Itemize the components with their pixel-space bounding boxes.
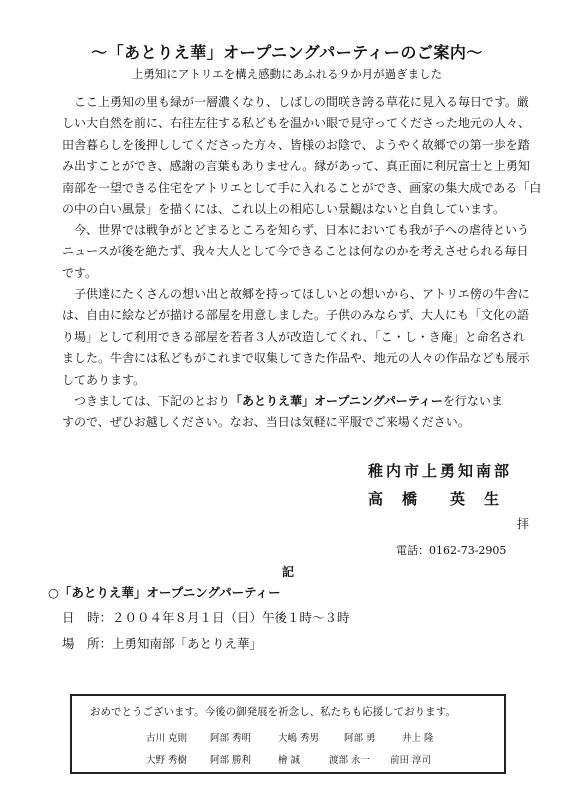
supporter-name: 大嶋 秀男: [278, 733, 320, 744]
event-place-row: [62, 634, 262, 652]
supporter-name: 阿部 勝利: [210, 755, 252, 766]
event-place-value: 上勇知南部「あとりえ華」: [112, 636, 263, 651]
closing-post: を行ないま: [442, 394, 503, 408]
event-date-label: 日 時：: [62, 610, 113, 625]
sender-given-name: 英 生: [450, 490, 502, 508]
paragraph-2: [62, 220, 529, 284]
text-line: 田舎暮らしを後押ししてくださった方々、皆様のお陰で、ようやく故郷での第一歩を踏: [62, 137, 530, 152]
text-line: [62, 391, 503, 412]
supporters-box: [70, 694, 506, 774]
closing-pre: つきましては、下記のとおり: [62, 394, 231, 408]
supporter-name: 渡部 永一: [329, 755, 371, 766]
page-title: ～「あとりえ華」オープニングパーティーのご案内～: [91, 43, 483, 62]
supporter-name: 大野 秀樹: [146, 755, 188, 766]
text-line: 今、世界では戦争がとどまるところを知らず、日本においても我が子への虐待という: [62, 223, 530, 237]
supporter-name: 檜 誠: [278, 755, 301, 766]
supporter-name: 古川 克則: [146, 733, 188, 744]
text-line: み出すことができ、感謝の言葉もありません。縁があって、真正面に利尻富士と上勇知: [62, 159, 530, 174]
event-place-label: 場 所：: [62, 636, 113, 651]
sender-organization: 稚内市上勇知南部: [368, 462, 513, 480]
event-date-value: ２００４年８月１日（日）午後１時～３時: [112, 610, 350, 625]
text-line: すので、ぜひお越しください。なお、当日は気軽に平服でご来場ください。: [62, 415, 470, 430]
supporter-name: 阿部 勇: [344, 733, 376, 744]
supporter-name: 井上 隆: [402, 733, 434, 744]
text-line: 南部を一望できる住宅をアトリエとして手に入れることができ、画家の集大成である「白: [62, 180, 542, 195]
supporter-name: 阿部 秀明: [210, 733, 252, 744]
notice-heading: 記: [282, 565, 295, 579]
supporter-name: 前田 淳司: [390, 755, 432, 766]
event-title: ○「あとりえ華」オープニングパーティー: [48, 585, 281, 600]
text-line: してあります。: [62, 372, 146, 387]
paragraph-closing: [62, 391, 503, 434]
text-line: は、自由に絵などが描ける部屋を用意しました。子供のみならず、大人にも「文化の語: [62, 308, 530, 323]
paragraph-1: [62, 92, 541, 220]
salutation: 拝: [517, 517, 530, 531]
text-line: ここ上勇知の里も緑が一層濃くなり、しばしの間咲き誇る草花に見入る毎日です。厳: [62, 95, 530, 109]
closing-event-name: 「あとりえ華」オープニングパーティー: [230, 394, 443, 408]
sender-name: [368, 488, 501, 509]
text-line: です。: [62, 265, 98, 280]
phone-number: 電話：0162-73-2905: [396, 544, 507, 557]
event-date-row: [62, 608, 350, 626]
sender-family-name: 高 橋: [368, 490, 420, 508]
text-line: しい大自然を前に、右往左往する私どもを温かい眼で見守ってくださった地元の人々、: [62, 116, 531, 131]
text-line: ニュースが後を絶たず、我々大人として今できることは何なのかを考えさせられる毎日: [62, 244, 529, 259]
paragraph-3: [62, 284, 530, 391]
subtitle: 上勇知にアトリエを構え感動にあふれる９か月が過ぎました: [131, 67, 443, 81]
text-line: ました。牛舎には私どもがこれまで収集してきた作品や、地元の人々の作品なども展示: [62, 351, 530, 366]
text-line: り場」として利用できる部屋を若者３人が改造してくれ、「こ・し・き庵」と命名され: [62, 329, 525, 344]
text-line: の中の白い風景」を描くには、これ以上の相応しい景観はないと自負しています。: [62, 202, 506, 217]
text-line: 子供達にたくさんの想い出と故郷を持ってほしいとの想いから、アトリエ傍の牛舎に: [62, 287, 530, 301]
supporters-message: おめでとうございます。今後の御発展を祈念し、私たちも応援しております。: [90, 706, 456, 718]
